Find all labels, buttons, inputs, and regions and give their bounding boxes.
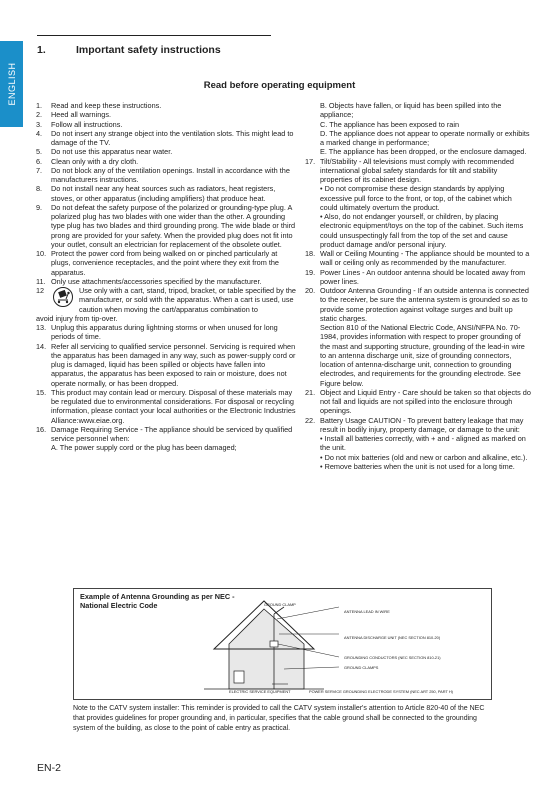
language-tab-label: ENGLISH — [6, 62, 17, 106]
list-item: 1. Read and keep these instructions. — [36, 101, 162, 110]
list-item: 15. This product may contain lead or mercury. Disposal of these materials may be regulated due to environmental considerations. For disposal or recycling information, please contact your local authorities or the Electronic Industries Alliance:www.eiae.org. — [36, 387, 296, 425]
list-item-continued: B. Objects have fallen, or liquid has been spilled into the appliance; C. The appliance has been exposed to rain D. The appliance does not appear to operate normally or exhibits a marked change in performance; E. The appliance has been dropped, or the enclosure damaged. — [320, 101, 530, 157]
catv-note: Note to the CATV system installer: This reminder is provided to call the CATV system installer's attention to Article 820-40 of the NEC that provides guidelines for proper grounding and, in particular, specifies that the cable ground shall be connected to the grounding system of the building, as close to the point of cable entry as practical. — [73, 705, 485, 732]
page-number: EN-2 — [37, 762, 61, 774]
list-item: 11. Only use attachments/accessories specified by the manufacturer. — [36, 276, 262, 286]
list-item: 4. Do not insert any strange object into the ventilation slots. This might lead to damage of the TV. — [36, 128, 294, 147]
list-item: 9. Do not defeat the safety purpose of the polarized or grounding-type plug. A polarized plug has two blades with one wider than the other. A grounding type plug has two blades and third grounding prong. The wide blade or third prong are provided for your safety. When the provided plug does not fit into your outlet, consult an electrician for replacement of the obsolete outlet. — [36, 202, 296, 249]
label-grounding-conductors: GROUNDING CONDUCTORS (NEC SECTION 810-21) — [344, 655, 441, 660]
label-ground-clamp: GROUND CLAMP — [264, 602, 296, 607]
right-column — [305, 101, 531, 471]
cart-tip-over-icon — [53, 286, 73, 308]
list-item: 14. Refer all servicing to qualified service personnel. Servicing is required when the apparatus has been damaged in any way, such as power-supply cord or plug is damaged, liquid has been spilled or objects have fallen into apparatus, the apparatus has been exposed to rain or moisture, does not operate normally, or has been dropped. — [36, 341, 296, 388]
label-grounding-electrode: POWER SERVICE GROUNDING ELECTRODE SYSTEM (NEC ART 250, PART H) — [309, 689, 453, 694]
sub-item: A. The power supply cord or the plug has been damaged; — [51, 443, 237, 453]
list-item: 22. Battery Usage CAUTION - To prevent battery leakage that may result in bodily injury, property damage, or damage to the unit: • Install all batteries correctly, with + and - aligned as marked on the unit. • Do not mix batteries (old and new or carbon and alkaline, etc.). • Remove batteries when the unit is not used for a long time. — [305, 415, 528, 471]
list-item: 7. Do not block any of the ventilation openings. Install in accordance with the manufacturers instructions. — [36, 165, 290, 184]
list-item: 5. Do not use this apparatus near water. — [36, 147, 173, 157]
list-item: 6. Clean only with a dry cloth. — [36, 156, 139, 166]
left-column — [36, 101, 298, 453]
list-item: 8. Do not install near any heat sources such as radiators, heat registers, stoves, or other apparatus (including amplifiers) that produce heat. — [36, 184, 276, 203]
list-item: 20. Outdoor Antenna Grounding - If an outside antenna is connected to the receiver, be sure the antenna system is grounded so as to provide some protection against voltage surges and built up static charges. Section 810 of the National Electric Code, ANSI/NFPA No. 70-1984, provides information with respect to proper grounding of the mast and supporting structure, grounding of the lead-in wire to an antenna discharge unit, size of grounding connectors, location of antenna-discharge unit, connection to grounding electrodes, and requirements for the grounding electrode. See Figure below. — [305, 286, 529, 388]
section-number: 1. — [37, 44, 46, 56]
antenna-grounding-figure — [73, 588, 492, 700]
list-item: 10. Protect the power cord from being walked on or pinched particularly at plugs, convenience receptacles, and the point where they exit from the apparatus. — [36, 249, 279, 277]
label-ground-clamps: GROUND CLAMPS — [344, 665, 379, 670]
list-item: 3. Follow all instructions. — [36, 119, 123, 129]
list-item: 2. Heed all warnings. — [36, 110, 112, 120]
list-item: 18. Wall or Ceiling Mounting - The appliance should be mounted to a wall or ceiling only as recommended by the manufacturer. — [305, 249, 530, 268]
page-subtitle: Read before operating equipment — [203, 80, 356, 91]
section-title: Important safety instructions — [76, 44, 221, 56]
header-rule — [37, 35, 271, 36]
label-discharge-unit: ANTENNA DISCHARGE UNIT (NEC SECTION 810-20) — [344, 635, 441, 640]
list-item: 21. Object and Liquid Entry - Care should be taken so that objects do not fall and liquids are not spilled into the enclosure through openings. — [305, 387, 531, 416]
list-item: 19. Power Lines - An outdoor antenna should be located away from power lines. — [305, 267, 526, 286]
label-electric-service: ELECTRIC SERVICE EQUIPMENT — [229, 689, 291, 694]
list-item: 17. Tilt/Stability - All televisions must comply with recommended international global safety standards for tilt and stability properties of its cabinet design. • Do not compromise these design standards by applying excessive pull force to the front, or top, of the cabinet which could ultimately overturn the product. • Also, do not endanger yourself, or children, by placing electronic equipment/toys on the top of the cabinet. Such items could unsuspectingly fall from the top of the set and cause product damage and/or personal injury. — [305, 156, 524, 249]
list-item: 16. Damage Requiring Service - The appliance should be serviced by qualified service personnel when: A. The power supply cord or the plug has been damaged; — [36, 424, 293, 453]
list-item: 13. Unplug this apparatus during lightning storms or when unused for long periods of time. — [36, 323, 278, 342]
figure-title: Example of Antenna Grounding as per NEC - National Electric Code — [80, 592, 235, 610]
list-item-cart-warning: 12 Use only with a cart, stand, tripod, bracket, or table specified by the manufacturer, or sold with the apparatus. When a cart is used, use caution when moving the cart/apparatus combination to avoid injury from tip-over. — [36, 286, 296, 323]
label-antenna-lead-in: ANTENNA LEAD IN WIRE — [344, 609, 390, 614]
